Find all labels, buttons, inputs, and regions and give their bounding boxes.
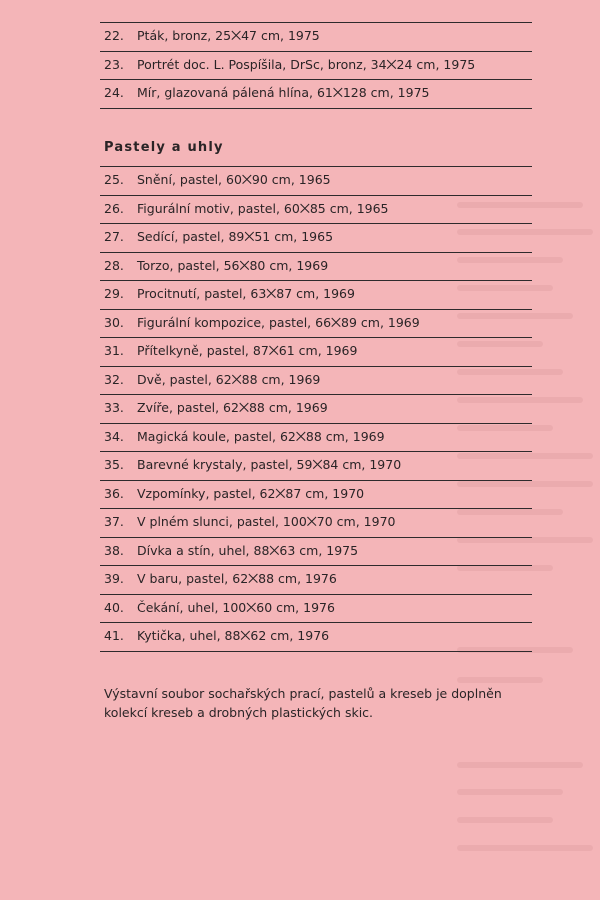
bleed-through-shadow (440, 20, 600, 880)
rule-line (100, 394, 532, 395)
item-text: Sedící, pastel, 89⨉51 cm, 1965 (137, 229, 334, 244)
item-number: 41. (104, 628, 124, 643)
item-number: 25. (104, 172, 124, 187)
rule-line (100, 366, 532, 367)
item-number: 26. (104, 200, 124, 216)
item-number: 24. (104, 85, 124, 100)
item-text: Přítelkyně, pastel, 87⨉61 cm, 1969 (137, 343, 358, 358)
item-text: Dívka a stín, uhel, 88⨉63 cm, 1975 (137, 542, 359, 558)
list-item (104, 28, 528, 44)
rule-line (100, 451, 532, 452)
item-text: V plném slunci, pastel, 100⨉70 cm, 1970 (137, 514, 396, 529)
rule-line (100, 594, 532, 595)
list-item (104, 600, 528, 616)
item-text: Magická koule, pastel, 62⨉88 cm, 1969 (137, 428, 385, 444)
item-number: 31. (104, 343, 124, 358)
item-text: Portrét doc. L. Pospíšila, DrSc, bronz, 34⨉24 cm, 1975 (137, 56, 476, 72)
item-text: Figurální kompozice, pastel, 66⨉89 cm, 1969 (137, 314, 420, 330)
item-text: Dvě, pastel, 62⨉88 cm, 1969 (137, 371, 321, 387)
item-number: 39. (104, 571, 124, 586)
closing-note: Výstavní soubor sochařských prací, pastelů a kreseb je doplněn kolekcí kreseb a drobných plastických skic. (104, 686, 502, 720)
rule-line (100, 508, 532, 509)
item-number: 23. (104, 56, 124, 72)
item-number: 36. (104, 485, 124, 501)
list-item (104, 400, 528, 416)
item-text: Barevné krystaly, pastel, 59⨉84 cm, 1970 (137, 457, 402, 472)
list-item (104, 571, 528, 587)
rule-line (100, 280, 532, 281)
item-number: 29. (104, 286, 124, 301)
item-number: 35. (104, 457, 124, 472)
list-item (104, 429, 528, 445)
rule-line (100, 423, 532, 424)
list-item (104, 85, 528, 101)
list-item (104, 628, 528, 644)
list-item (104, 486, 528, 502)
rule-line (100, 565, 532, 566)
item-text: Čekání, uhel, 100⨉60 cm, 1976 (137, 599, 335, 615)
list-item (104, 457, 528, 473)
item-number: 32. (104, 371, 124, 387)
rule-line (100, 622, 532, 623)
item-number: 33. (104, 400, 124, 415)
rule-line (100, 252, 532, 253)
item-text: Kytička, uhel, 88⨉62 cm, 1976 (137, 628, 330, 643)
list-item (104, 258, 528, 274)
item-number: 27. (104, 229, 124, 244)
item-text: Pták, bronz, 25⨉47 cm, 1975 (137, 28, 320, 43)
list-item (104, 201, 528, 217)
list-item (104, 229, 528, 245)
item-text: Figurální motiv, pastel, 60⨉85 cm, 1965 (137, 200, 389, 216)
rule-line (100, 651, 532, 652)
list-item (104, 315, 528, 331)
rule-line (100, 108, 532, 109)
item-text: Mír, glazovaná pálená hlína, 61⨉128 cm, 1975 (137, 85, 430, 100)
rule-line (100, 537, 532, 538)
rule-line (100, 22, 532, 23)
rule-line (100, 223, 532, 224)
item-number: 37. (104, 514, 124, 529)
rule-line (100, 79, 532, 80)
rule-line (100, 195, 532, 196)
item-number: 30. (104, 314, 124, 330)
item-number: 38. (104, 542, 124, 558)
section-heading: Pastely a uhly (104, 140, 224, 155)
list-item (104, 57, 528, 73)
item-text: Vzpomínky, pastel, 62⨉87 cm, 1970 (137, 485, 365, 501)
list-item (104, 514, 528, 530)
item-text: V baru, pastel, 62⨉88 cm, 1976 (137, 571, 337, 586)
list-item (104, 543, 528, 559)
item-text: Zvíře, pastel, 62⨉88 cm, 1969 (137, 400, 328, 415)
list-item (104, 172, 528, 188)
item-text: Procitnutí, pastel, 63⨉87 cm, 1969 (137, 286, 355, 301)
rule-line (100, 480, 532, 481)
list-item (104, 343, 528, 359)
item-number: 28. (104, 257, 124, 273)
item-number: 22. (104, 28, 124, 43)
rule-line (100, 166, 532, 167)
rule-line (100, 337, 532, 338)
item-number: 40. (104, 599, 124, 615)
item-text: Snění, pastel, 60⨉90 cm, 1965 (137, 172, 331, 187)
list-item (104, 286, 528, 302)
list-item (104, 372, 528, 388)
rule-line (100, 51, 532, 52)
item-number: 34. (104, 428, 124, 444)
rule-line (100, 309, 532, 310)
item-text: Torzo, pastel, 56⨉80 cm, 1969 (137, 257, 329, 273)
